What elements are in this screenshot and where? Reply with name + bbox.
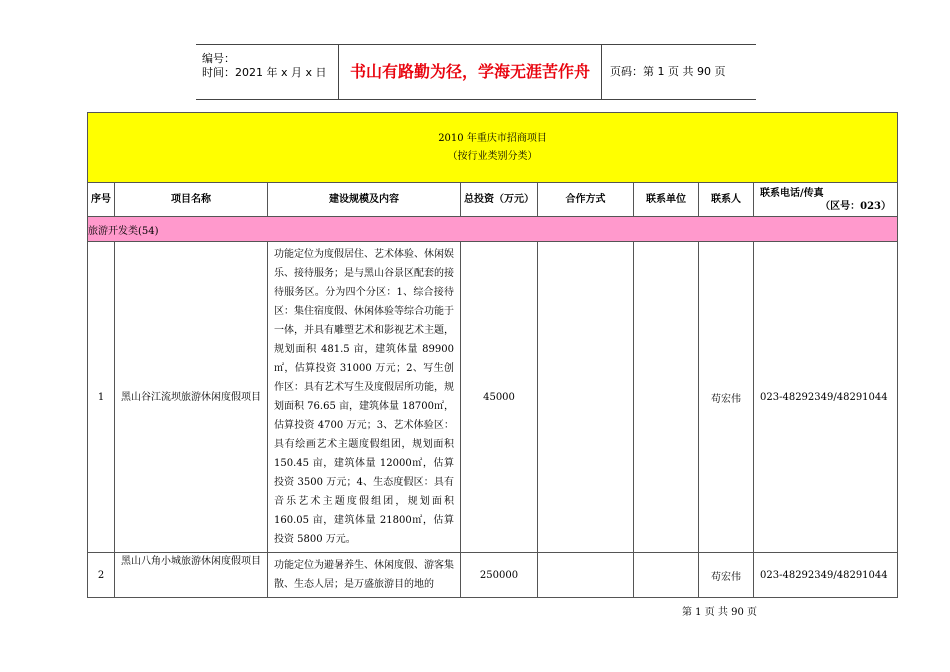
row-scale: 功能定位为度假居住、艺术体验、休闲娱乐、接待服务；是与黑山谷景区配套的接待服务区。分为四个分区：1、综合接待区：集住宿度假、休闲体验等综合功能于一体，并具有雕塑艺术和影视艺术主题，规划面积 481.5 亩，建筑体量 89900㎡，估算投资 31000 万元；2、写生创作区：具有艺术写生及度假居所功能，规划面积 76.65 亩，建筑体量 18700㎡，估算投资 4700 万元；3、艺术体验区：具有绘画艺术主题度假组团，规划面积 150.45 亩，建筑体量 12000㎡，估算投资 3500 万元；4、生态度假区：具有音乐艺术主题度假组团，规划面积 160.05 亩，建筑体量 21800㎡，估算投资 5800 万元。: [268, 242, 461, 553]
footer-page-number: 第 1 页 共 90 页: [682, 607, 757, 618]
col-header-unit: 联系单位: [634, 183, 699, 217]
col-header-area-code: （区号：023）: [820, 200, 892, 212]
col-header-person: 联系人: [699, 183, 754, 217]
table-header-row: [88, 183, 898, 217]
row-name: 黑山谷江流坝旅游休闲度假项目: [115, 242, 268, 553]
serial-number-label: 编号：: [202, 52, 235, 65]
document-header: [196, 44, 756, 100]
row-phone: 023-48292349/48291044: [754, 242, 898, 553]
table-title-line2: （按行业类别分类）: [447, 150, 538, 162]
row-cooperation: [538, 553, 634, 598]
row-unit: [634, 553, 699, 598]
col-header-investment: 总投资（万元）: [461, 183, 538, 217]
col-header-scale: 建设规模及内容: [268, 183, 461, 217]
motto-text: 书山有路勤为径，学海无涯苦作舟: [338, 45, 602, 99]
page-number-label: 页码：第 1 页 共 90 页: [610, 65, 726, 78]
projects-table: [87, 112, 898, 598]
row-unit: [634, 242, 699, 553]
row-person: 苟宏伟: [699, 553, 754, 598]
col-header-phone: [754, 183, 898, 217]
col-header-cooperation: 合作方式: [538, 183, 634, 217]
row-cooperation: [538, 242, 634, 553]
date-label: 时间：2021 年 x 月 x 日: [202, 66, 327, 79]
row-phone: 023-48292349/48291044: [754, 553, 898, 598]
category-row: [88, 217, 898, 242]
row-name: 黑山八角小城旅游休闲度假项目: [115, 553, 268, 598]
header-meta: [196, 45, 338, 99]
row-person: 苟宏伟: [699, 242, 754, 553]
table-title-row: [88, 113, 898, 183]
table-row: [88, 553, 898, 598]
row-scale: 功能定位为避暑养生、休闲度假、游客集散、生态人居；是万盛旅游目的地的: [268, 553, 461, 598]
table-title-line1: 2010 年重庆市招商项目: [438, 132, 547, 144]
table-row: [88, 242, 898, 553]
table-title: [88, 113, 898, 183]
col-header-name: 项目名称: [115, 183, 268, 217]
col-header-phone-label: 联系电话/传真: [760, 187, 824, 199]
row-investment: 45000: [461, 242, 538, 553]
col-header-num: 序号: [88, 183, 115, 217]
category-label: 旅游开发类(54): [88, 217, 898, 242]
row-num: 1: [88, 242, 115, 553]
row-num: 2: [88, 553, 115, 598]
row-investment: 250000: [461, 553, 538, 598]
